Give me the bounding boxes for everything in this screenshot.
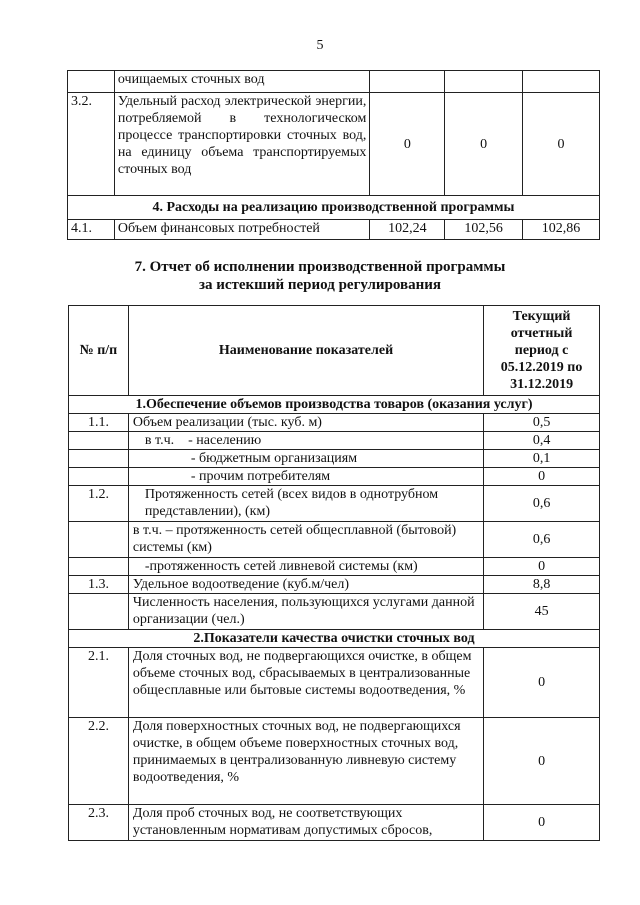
table-cell-text: Удельное водоотведение (куб.м/чел): [128, 576, 483, 594]
table-cell-num: [69, 558, 129, 576]
table-cell-num: [69, 594, 129, 630]
table-row: [69, 576, 600, 594]
table-cell-value: 0: [370, 93, 445, 196]
table-cell-num: 1.3.: [69, 576, 129, 594]
table-cell-value: 0,5: [484, 414, 600, 432]
table-row: [69, 432, 600, 450]
table-cell-text: в т.ч. - населению: [128, 432, 483, 450]
table-row: [69, 522, 600, 558]
table-row: [69, 648, 600, 718]
table-row: [69, 805, 600, 841]
table-cell-value: 8,8: [484, 576, 600, 594]
table-cell-num: 4.1.: [68, 220, 115, 240]
table-cell-value: 0: [484, 805, 600, 841]
table-cell-value: 102,56: [445, 220, 523, 240]
table-cell-num: 1.1.: [69, 414, 129, 432]
table-cell-text: Объем реализации (тыс. куб. м): [128, 414, 483, 432]
table-row: [69, 558, 600, 576]
section-title: 2.Показатели качества очистки сточных вод: [69, 630, 600, 648]
table-cell-num: 3.2.: [68, 93, 115, 196]
table-cell-value: 0: [484, 558, 600, 576]
table-cell-value: 102,24: [370, 220, 445, 240]
table-cell-text: -протяженность сетей ливневой системы (км): [128, 558, 483, 576]
table-header-row: [69, 306, 600, 396]
page-number: 5: [316, 38, 324, 53]
heading-line: 7. Отчет об исполнении производственной программы: [134, 259, 506, 275]
table-cell-value: 0,6: [484, 522, 600, 558]
table-cell-num: [69, 450, 129, 468]
table-row: [69, 468, 600, 486]
table-row: [69, 486, 600, 522]
table-cell-text: Протяженность сетей (всех видов в однотрубном представлении), (км): [128, 486, 483, 522]
section-header-row: [69, 396, 600, 414]
table-cell-num: 2.2.: [69, 718, 129, 805]
table-cell-text: Доля сточных вод, не подвергающихся очистке, в общем объеме сточных вод, сбрасываемых в централизованные общесплавные или бытовые системы водоотведения, %: [128, 648, 483, 718]
table-cell-value: 0,1: [484, 450, 600, 468]
table-row: [69, 594, 600, 630]
table-row: [68, 71, 600, 93]
table-cell-value: 0,6: [484, 486, 600, 522]
table-row: [69, 450, 600, 468]
table-cell-text: в т.ч. – протяженность сетей общесплавной (бытовой) системы (км): [128, 522, 483, 558]
program-report-table: [68, 305, 600, 841]
table-cell-num: 2.1.: [69, 648, 129, 718]
table-cell-value: 0: [484, 718, 600, 805]
table-cell-num: 1.2.: [69, 486, 129, 522]
table-row: [69, 414, 600, 432]
table-cell-value: 0,4: [484, 432, 600, 450]
table-cell-value: 0: [484, 468, 600, 486]
header-num: № п/п: [69, 306, 129, 396]
section-title: 4. Расходы на реализацию производственной программы: [68, 196, 600, 220]
table-cell-value: 102,86: [523, 220, 600, 240]
section-title: 1.Обеспечение объемов производства товаров (оказания услуг): [69, 396, 600, 414]
header-period: Текущий отчетный период с 05.12.2019 по 31.12.2019: [484, 306, 600, 396]
header-name: Наименование показателей: [128, 306, 483, 396]
table-cell-value: 45: [484, 594, 600, 630]
table-row: [68, 220, 600, 240]
table-cell-text: Доля поверхностных сточных вод, не подвергающихся очистке, в общем объеме поверхностных сточных вод, принимаемых в централизованную ливневую систему водоотведения, %: [128, 718, 483, 805]
table-cell-value: 0: [484, 648, 600, 718]
section-header-row: [69, 630, 600, 648]
table-cell-num: [69, 522, 129, 558]
table-row: [69, 718, 600, 805]
table-cell-num: [69, 468, 129, 486]
table-cell-text: Удельный расход электрической энергии, потребляемой в технологическом процессе транспортировки сточных вод, на единицу объема транспортируемых сточных вод: [114, 93, 369, 196]
table-cell-num: 2.3.: [69, 805, 129, 841]
table-cell-text: Численность населения, пользующихся услугами данной организации (чел.): [128, 594, 483, 630]
heading-line: за истекший период регулирования: [198, 277, 442, 293]
table-cell-num: [68, 71, 115, 93]
table-cell-text: Объем финансовых потребностей: [114, 220, 369, 240]
section-header-row: [68, 196, 600, 220]
table-cell-value: 0: [523, 93, 600, 196]
table-cell-text: очищаемых сточных вод: [114, 71, 369, 93]
section-heading: [0, 258, 640, 294]
table-cell-num: [69, 432, 129, 450]
table-cell-text: - прочим потребителям: [128, 468, 483, 486]
table-cell-text: Доля проб сточных вод, не соответствующих установленным нормативам допустимых сбросов,: [128, 805, 483, 841]
table-cell-text: - бюджетным организациям: [128, 450, 483, 468]
table-cell-value: 0: [445, 93, 523, 196]
table-row: [68, 93, 600, 196]
production-program-table-continued: [67, 70, 600, 240]
